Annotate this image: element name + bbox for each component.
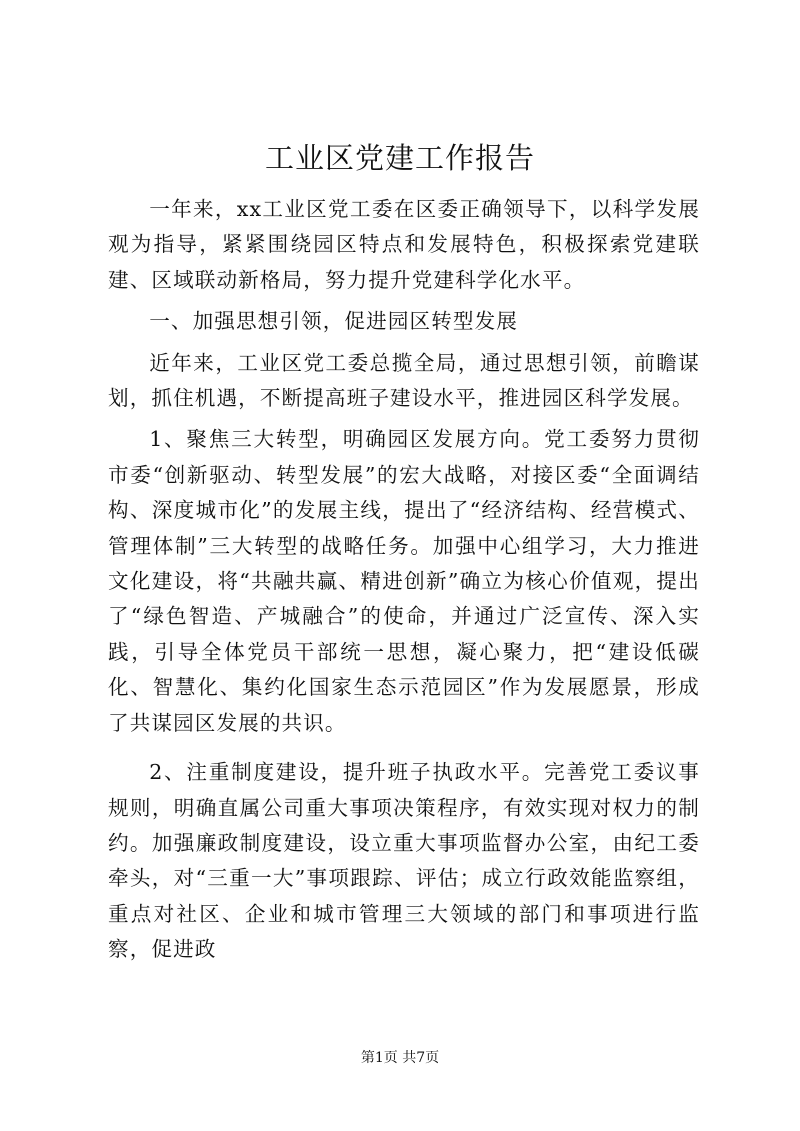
document-body bbox=[108, 192, 700, 968]
page-footer: 第1页 共7页 bbox=[360, 1050, 440, 1066]
document-title: 工业区党建工作报告 bbox=[264, 141, 535, 175]
paragraph-item-2: 2、注重制度建设，提升班子执政水平。完善党工委议事规则，明确直属公司重大事项决策程序，有效实现对权力的制约。加强廉政制度建设，设立重大事项监督办公室，由纪工委牵头，对“三重一大”事项跟踪、评估；成立行政效能监察组，重点对社区、企业和城市管理三大领域的部门和事项进行监察，促进政 bbox=[108, 760, 700, 962]
paragraph-intro: 一年来，xx工业区党工委在区委正确领导下，以科学发展观为指导，紧紧围绕园区特点和发展特色，积极探索党建联建、区域联动新格局，努力提升党建科学化水平。 bbox=[108, 197, 700, 292]
section-heading-1: 一、加强思想引领，促进园区转型发展 bbox=[149, 309, 518, 334]
paragraph-section-1-intro: 近年来，工业区党工委总揽全局，通过思想引领，前瞻谋划，抓住机遇，不断提高班子建设水平，推进园区科学发展。 bbox=[108, 350, 700, 411]
paragraph-item-1: 1、聚焦三大转型，明确园区发展方向。党工委努力贯彻市委“创新驱动、转型发展”的宏大战略，对接区委“全面调结构、深度城市化”的发展主线，提出了“经济结构、经营模式、管理体制”三大转型的战略任务。加强中心组学习，大力推进文化建设，将“共融共赢、精进创新”确立为核心价值观，提出了“绿色智造、产城融合”的使命，并通过广泛宣传、深入实践，引导全体党员干部统一思想，凝心聚力，把“建设低碳化、智慧化、集约化国家生态示范园区”作为发展愿景，形成了共谋园区发展的共识。 bbox=[108, 427, 700, 735]
